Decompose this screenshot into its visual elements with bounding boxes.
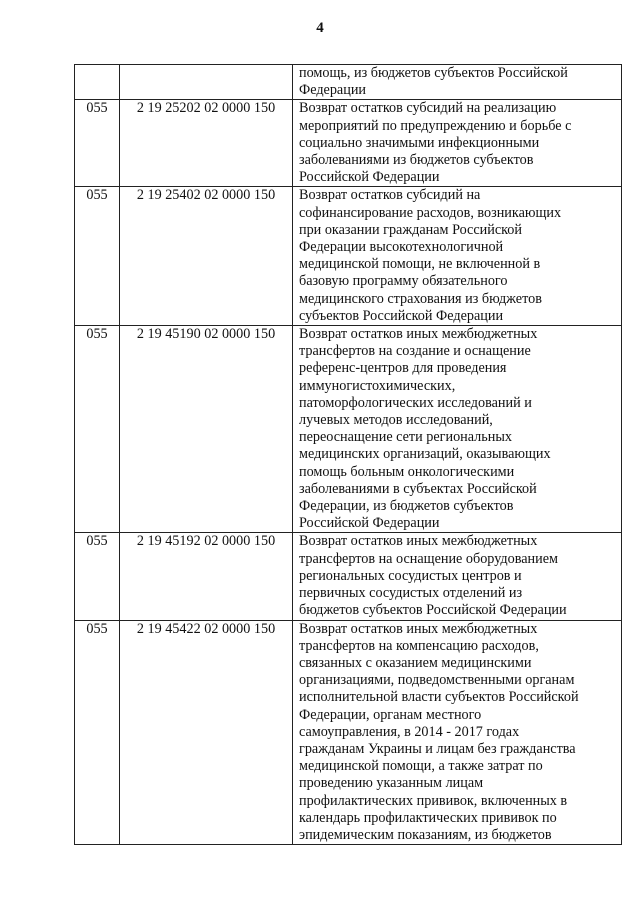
administrator-code-cell: 055 xyxy=(75,326,120,533)
description-line: медицинской помощи, а также затрат по xyxy=(299,758,543,775)
description-cell xyxy=(293,100,622,187)
description-line: Федерации xyxy=(299,82,367,99)
description-line: региональных сосудистых центров и xyxy=(299,567,522,584)
description-cell xyxy=(293,187,622,326)
description-line: Возврат остатков субсидий на xyxy=(299,187,481,204)
description-line: эпидемическим показаниям, из бюджетов xyxy=(299,826,552,843)
description-line: самоуправления, в 2014 - 2017 годах xyxy=(299,723,520,740)
description-line: связанных с оказанием медицинскими xyxy=(299,654,532,671)
description-line: базовую программу обязательного xyxy=(299,273,508,290)
revenue-code-cell: 2 19 45422 02 0000 150 xyxy=(120,620,293,845)
description-line: проведению указанным лицам xyxy=(299,775,484,792)
description-line: Российской Федерации xyxy=(299,515,440,532)
description-line: организациями, подведомственными органам xyxy=(299,672,575,689)
description-line: Федерации, органам местного xyxy=(299,706,482,723)
revenue-code-cell: 2 19 25402 02 0000 150 xyxy=(120,187,293,326)
description-line: бюджетов субъектов Российской Федерации xyxy=(299,602,567,619)
description-line: переоснащение сети региональных xyxy=(299,429,512,446)
description-line: первичных сосудистых отделений из xyxy=(299,585,523,602)
administrator-code-cell xyxy=(75,65,120,100)
description-line: Возврат остатков иных межбюджетных xyxy=(299,620,538,637)
description-line: Федерации высокотехнологичной xyxy=(299,239,504,256)
description-line: лучевых методов исследований, xyxy=(299,412,493,429)
description-line: исполнительной власти субъектов Российской xyxy=(299,689,579,706)
description-line: социально значимыми инфекционными xyxy=(299,134,540,151)
revenue-code-cell: 2 19 45192 02 0000 150 xyxy=(120,533,293,620)
description-line: субъектов Российской Федерации xyxy=(299,307,504,324)
page-number: 4 xyxy=(316,20,324,36)
description-line: мероприятий по предупреждению и борьбе с xyxy=(299,117,572,134)
description-line: Возврат остатков субсидий на реализацию xyxy=(299,100,557,117)
table-row xyxy=(75,187,622,326)
description-line: патоморфологических исследований и xyxy=(299,394,532,411)
revenue-code-cell: 2 19 25202 02 0000 150 xyxy=(120,100,293,187)
description-line: заболеваниями из бюджетов субъектов xyxy=(299,152,534,169)
description-line: Возврат остатков иных межбюджетных xyxy=(299,533,538,550)
table-row xyxy=(75,326,622,533)
description-line: Федерации, из бюджетов субъектов xyxy=(299,498,514,515)
table-row xyxy=(75,533,622,620)
administrator-code-cell: 055 xyxy=(75,187,120,326)
description-line: профилактических прививок, включенных в xyxy=(299,792,568,809)
description-line: софинансирование расходов, возникающих xyxy=(299,204,562,221)
administrator-code-cell: 055 xyxy=(75,100,120,187)
description-line: референс-центров для проведения xyxy=(299,360,507,377)
description-line: календарь профилактических прививок по xyxy=(299,809,557,826)
budget-codes-table xyxy=(74,64,622,845)
description-line: Российской Федерации xyxy=(299,169,440,186)
description-line: трансфертов на компенсацию расходов, xyxy=(299,637,539,654)
description-line: иммуногистохимических, xyxy=(299,377,456,394)
revenue-code-cell: 2 19 45190 02 0000 150 xyxy=(120,326,293,533)
description-line: медицинской помощи, не включенной в xyxy=(299,256,541,273)
description-line: медицинских организаций, оказывающих xyxy=(299,446,551,463)
description-line: Возврат остатков иных межбюджетных xyxy=(299,326,538,343)
table-row xyxy=(75,100,622,187)
table-row xyxy=(75,620,622,845)
description-line: трансфертов на оснащение оборудованием xyxy=(299,550,558,567)
description-line: медицинского страхования из бюджетов xyxy=(299,290,542,307)
description-cell xyxy=(293,65,622,100)
description-line: трансфертов на создание и оснащение xyxy=(299,343,531,360)
administrator-code-cell: 055 xyxy=(75,620,120,845)
description-line: помощь, из бюджетов субъектов Российской xyxy=(299,65,568,81)
administrator-code-cell: 055 xyxy=(75,533,120,620)
table-row xyxy=(75,65,622,100)
description-line: гражданам Украины и лицам без гражданства xyxy=(299,740,576,757)
description-cell xyxy=(293,620,622,845)
description-line: при оказании гражданам Российской xyxy=(299,221,522,238)
description-cell xyxy=(293,533,622,620)
revenue-code-cell xyxy=(120,65,293,100)
description-line: заболеваниями в субъектах Российской xyxy=(299,480,537,497)
description-cell xyxy=(293,326,622,533)
description-line: помощь больным онкологическими xyxy=(299,463,515,480)
